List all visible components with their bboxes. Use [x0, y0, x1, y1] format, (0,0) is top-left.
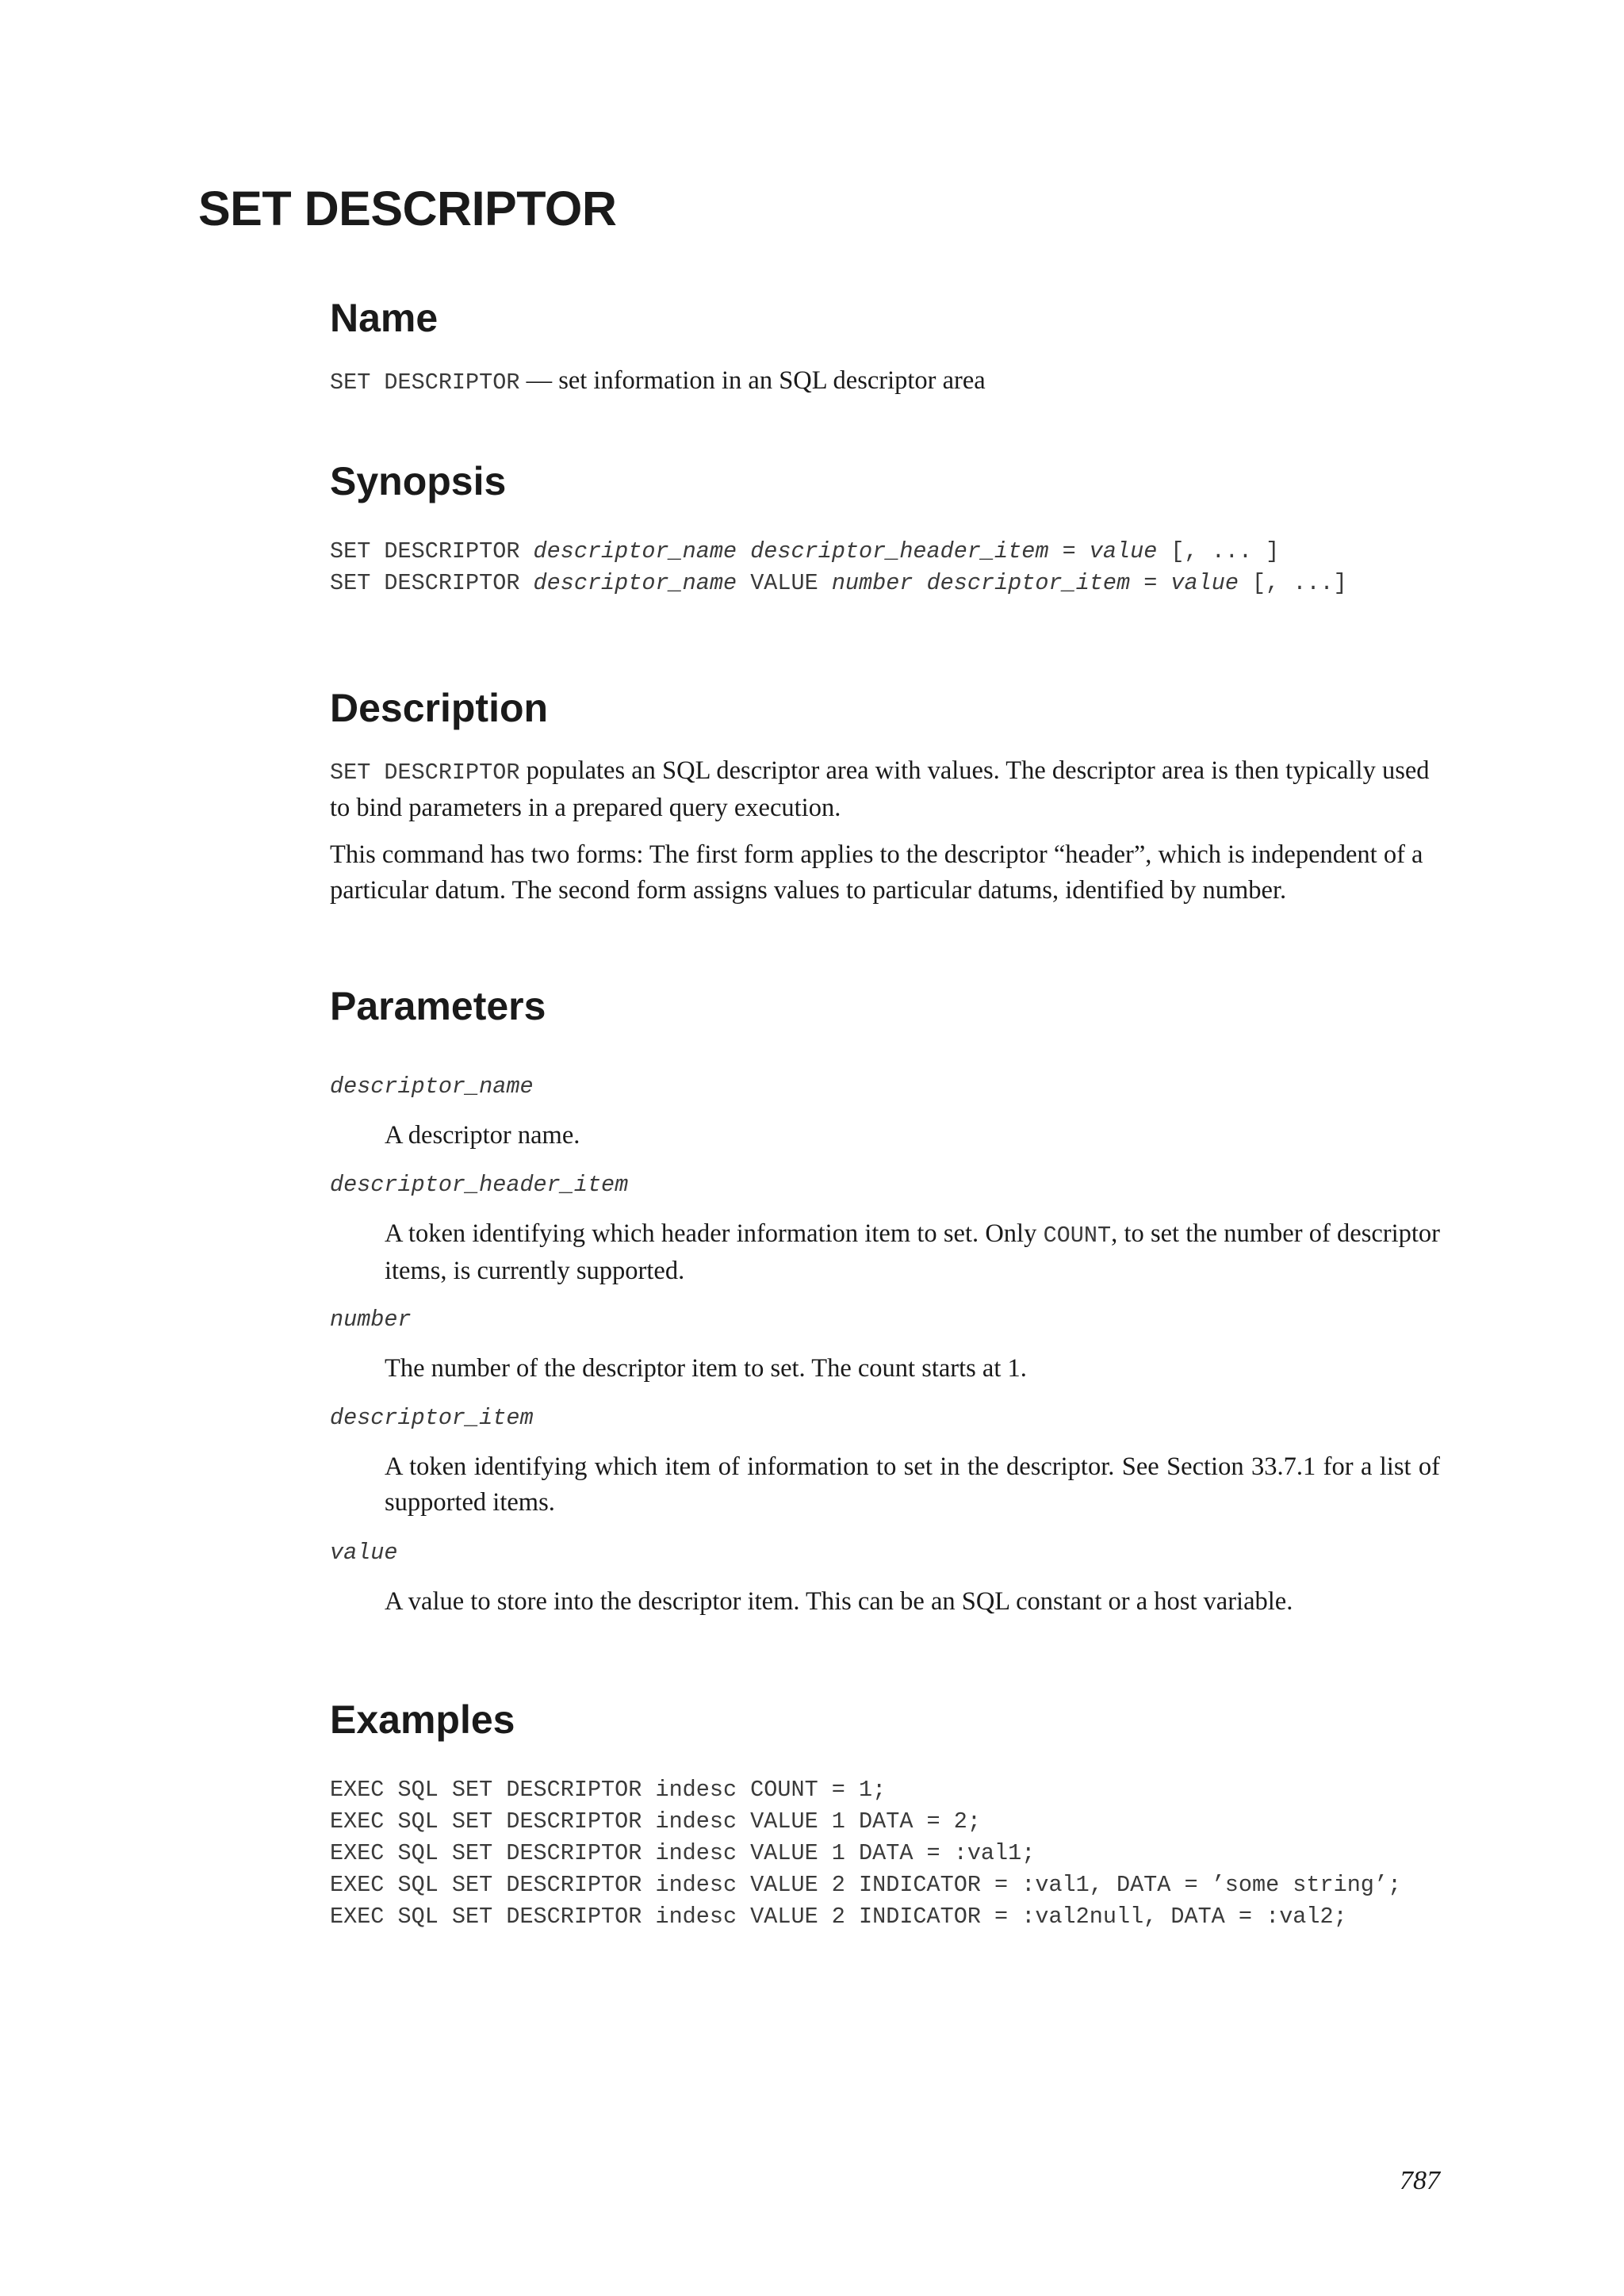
description-heading: Description — [330, 686, 549, 730]
synopsis-heading: Synopsis — [330, 459, 507, 503]
synopsis-line-1 — [330, 536, 1279, 568]
param-definition: A token identifying which item of information to set in the descriptor. See Section 33.7.1 for a list of supported items. — [385, 1452, 1440, 1517]
synopsis-param: value — [1170, 570, 1239, 596]
example-code-line: EXEC SQL SET DESCRIPTOR indesc VALUE 2 INDICATOR = :val2null, DATA = :val2; — [330, 1904, 1347, 1930]
page-number: 787 — [1400, 2166, 1440, 2195]
param-term: descriptor_name — [330, 1073, 534, 1100]
page-title: SET DESCRIPTOR — [198, 182, 617, 235]
synopsis-line-2 — [330, 568, 1347, 599]
param-term: descriptor_header_item — [330, 1172, 629, 1198]
example-code-line: EXEC SQL SET DESCRIPTOR indesc COUNT = 1; — [330, 1777, 887, 1803]
description-paragraph-1 — [330, 753, 1440, 826]
name-heading: Name — [330, 296, 439, 340]
synopsis-keyword: SET DESCRIPTOR — [330, 538, 534, 564]
name-line — [330, 363, 1440, 400]
synopsis-param: descriptor_item — [926, 570, 1131, 596]
synopsis-keyword: VALUE — [737, 570, 832, 596]
param-definition-text: , to set the number of descriptor items, is currently supported. — [385, 1219, 1441, 1285]
param-definition — [385, 1216, 1440, 1289]
parameters-heading: Parameters — [330, 984, 546, 1028]
name-summary: — set information in an SQL descriptor area — [519, 366, 986, 395]
param-term: descriptor_item — [330, 1405, 534, 1431]
example-code-line: EXEC SQL SET DESCRIPTOR indesc VALUE 1 DATA = :val1; — [330, 1840, 1036, 1866]
synopsis-param: descriptor_name — [533, 570, 737, 596]
param-definition: A descriptor name. — [385, 1121, 580, 1150]
example-code-line: EXEC SQL SET DESCRIPTOR indesc VALUE 2 INDICATOR = :val1, DATA = ’some string’; — [330, 1872, 1402, 1898]
synopsis-space — [737, 538, 750, 564]
synopsis-operator: = — [1048, 538, 1090, 564]
example-code-line: EXEC SQL SET DESCRIPTOR indesc VALUE 1 DATA = 2; — [330, 1808, 981, 1835]
synopsis-keyword: SET DESCRIPTOR — [330, 570, 534, 596]
synopsis-tail: [, ... ] — [1157, 538, 1280, 564]
synopsis-operator: = — [1130, 570, 1171, 596]
param-term: number — [330, 1307, 412, 1333]
description-command: SET DESCRIPTOR — [330, 760, 520, 786]
param-definition: A value to store into the descriptor item. This can be an SQL constant or a host variable. — [385, 1587, 1293, 1616]
synopsis-param: value — [1089, 538, 1158, 564]
param-term: value — [330, 1540, 398, 1566]
name-command: SET DESCRIPTOR — [330, 369, 520, 396]
param-definition-text: A token identifying which header information item to set. Only — [385, 1219, 1044, 1248]
param-definition-code: COUNT — [1043, 1223, 1112, 1249]
description-paragraph-2: This command has two forms: The first form applies to the descriptor “header”, which is independent of a particular datum. The second form assigns values to particular datums, identified by number. — [330, 840, 1423, 905]
description-text: populates an SQL descriptor area with values. The descriptor area is then typically used to bind parameters in a prepared query execution. — [330, 756, 1430, 822]
synopsis-tail: [, ...] — [1238, 570, 1347, 596]
synopsis-space — [913, 570, 926, 596]
synopsis-param: descriptor_header_item — [750, 538, 1049, 564]
synopsis-param: number — [831, 570, 914, 596]
synopsis-param: descriptor_name — [533, 538, 737, 564]
param-definition: The number of the descriptor item to set. The count starts at 1. — [385, 1354, 1027, 1383]
examples-heading: Examples — [330, 1697, 515, 1742]
